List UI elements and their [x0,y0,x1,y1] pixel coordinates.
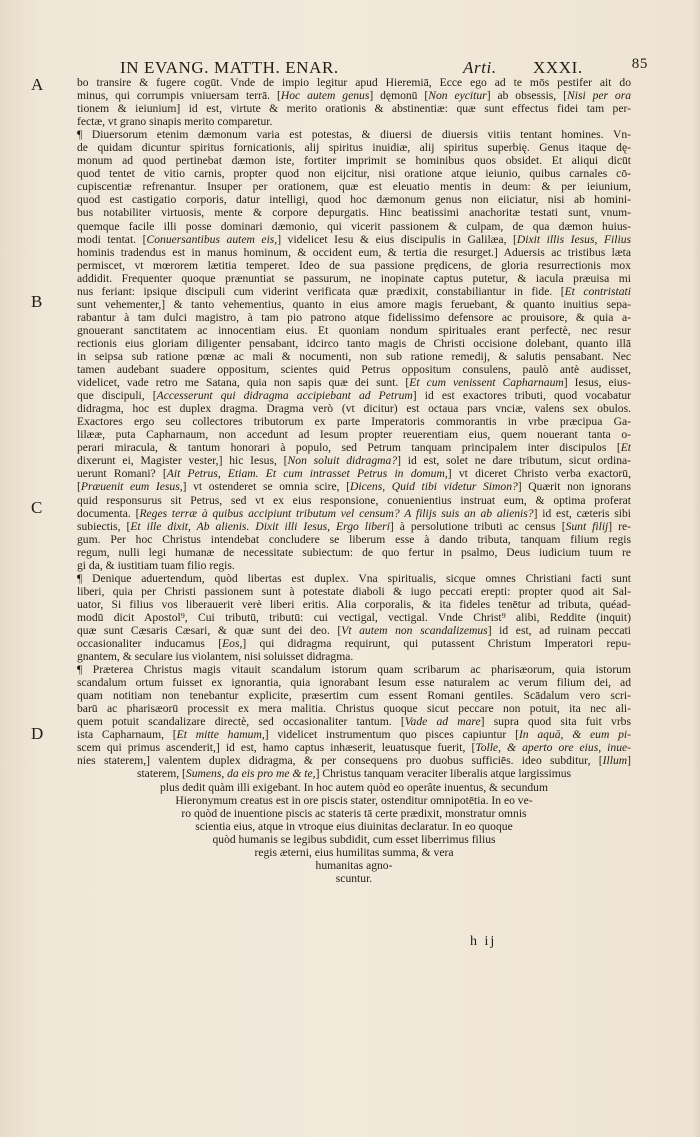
text-line: scuntur. [335,871,373,885]
text-line: quod tentet de vitio carnis, propter quod non eijcitur, nisi oratione atque ieiunio, quibus carnales cō- [77,167,631,181]
text-line: minus, qui corrumpis vniuersam terrā. [Hoc autem genus] dęmonū [Non eycitur] ab obsessis, [Nisi per ora [77,89,631,103]
text-line: occasionaliter inducamus [Eos,] qui didragma requirunt, qui putassent Christum Imperatori repu- [77,637,631,651]
text-line: didragma, hoc est duplex dragma. Dragma verò (vt dicitur) est octaua pars vnciæ, valens sex obulos. [77,402,631,416]
text-line: Hieronymum creatus est in ore piscis stater, ostenditur omnipotētia. In eo ve- [175,793,533,807]
text-line: scem qui primus ascenderit,] id est, hamo captus inhæserit, leuatusque fuerit, [Tolle, & aperto ore eius, inue- [77,741,631,755]
running-title: IN EVANG. MATTH. ENAR. [120,58,339,77]
text-line: perari miracula, & tantum honorari à populo, sed Petrum tanquam principalem inter discipulos [Et [77,441,631,455]
text-line: rabantur à tam dulci magistro, à tam pio patrono atque fidelissimo defensore ac prouisore, & quia a- [77,310,631,324]
paragraph-p3 [77,572,631,663]
text-line: subiectis, [Et ille dixit, Ab alienis. Dixit illi Iesus, Ergo liberi] à persolutione tributi ac census [Sunt filij] re- [77,519,631,533]
text-line: uerunt Romani? [Ait Petrus, Etiam. Et cum intrasset Petrus in domum,] vt diceret Christo verba exactorū, [77,467,631,481]
text-line: quam notitiam non tenebantur explicite, præsertim cum essent Romani gentiles. Scādalum vero scri- [77,689,631,703]
margin-marker-d: D [31,724,44,743]
text-line: bus notabiliter virtuosis, mente & corpore depurgatis. Hinc beatissimi anachoritæ testati sunt, vnum- [77,206,631,220]
text-line: bo transire & fugere cogūt. Vnde de impio legitur apud Hieremiā, Ecce ego ad te mōs pestifer ait do [77,76,631,89]
text-line: nus feriant: ipsique discipuli cum viderint verificata quæ prædixit, constabiliantur in fide. [Et contristati [77,284,631,298]
text-line: addidit. Frequenter quoque prænuntiat se passurum, ne inopinate captus putetur, & iacula præuisa mi [77,271,631,285]
paragraph-p2 [77,128,631,572]
text-line: fectæ, vt grano sinapis merito comparetur. [77,115,273,129]
text-line: gi da, & iustitiam tuam filio regis. [77,558,235,572]
text-line: staterem, [Sumens, da eis pro me & te,] Christus tanquam veraciter liberalis atque largissimus [136,767,572,781]
margin-marker-a: A [31,75,44,94]
text-line: quæ sunt Cæsaris Cæsari, & quæ sunt dei deo. [Vt autem non scandalizemus] id est, ad ruinam peccati [77,623,631,637]
text-line: uator, Si filius vos liberauerit verè liberi eritis. Alia corporalis, & ita fideles tenētur ad tributa, quéad- [77,597,631,611]
text-line: lilææ, puta Capharnaum, non accedunt ad Iesum propter reuerentiam eius, quem nouerant tanta o- [77,428,631,442]
text-line: liberi, quia per Christi passionem sunt à potestate diaboli & iugo peccati erepti: propter quod ait Sal- [77,584,631,598]
margin-marker-b: B [31,292,43,311]
text-line: barū ac pharisæorū processit ex mera malitia. Christus quoque sicut peccare non potuit, ita nec ali- [77,702,631,716]
article-number: XXXI. [533,58,583,77]
folio-number: 85 [631,56,648,72]
text-line: in seipsa sub ratione pœnæ ac mali & nocumenti, non sub ratione remedij, & salutis pensabant. Nec [77,349,631,363]
text-line: quòd humanis se legibus subdidit, cum esset liberrimus filius [212,832,496,846]
text-line: [Præuenit eum Iesus,] vt ostenderet se omnia scire, [Dicens, Quid tibi videtur Simon?] Quærit non ignorans [77,480,631,494]
text-line: rectionis eius gloriam diligenter pensabant, idcirco tanto magis de Christi occisione dolebant, quanto illā [77,336,631,350]
text-line: documenta. [Reges terræ à quibus accipiunt tributum vel censum? A filijs suis an ab alienis?] id est, cæteris sibi [77,506,631,520]
text-line: gum. Per hoc Christus intendebat concludere se liberum esse à dando tributa, tanquam filium regis [77,532,631,546]
text-line: gnouerant sanctitatem ac innocentiam eius. Et quoniam nondum spirituales erant perfectè, nec resur [77,323,631,337]
text-line: dixerunt ei, Magister vester,] hic Iesus, [Non soluit didragma?] id est, solet ne dare tributum, sicut ordina- [77,454,631,468]
text-line: scandalum ortum fuisset ex ignorantia, quia ignorabant Iesum esse naturalem ac verum filium dei, ad [77,676,631,690]
text-line: regis æterni, eius humilitas summa, & vera [254,845,454,859]
page-edge-shading [692,0,700,1137]
text-line: scientia eius, atque in vtroque eius diuinitas declaratur. In eo quoque [195,819,513,833]
text-line: videlicet, vade retro me Satana, quia non sapis quæ dei sunt. [Et cum venissent Capharnaum] Iesus, eius- [77,376,631,390]
tailpiece-text [77,767,631,884]
text-line: nies staterem,] valentem duplex didragma, & per consequens pro duobus sufficiēs. ideo subditur, [Illum] [77,754,631,768]
text-line: ¶ Diuersorum etenim dæmonum varia est potestas, & diuersi de diuersis vitiis tentant homines. Vn- [77,128,631,142]
text-line: quem potuit scandalizare directè, sed occasionaliter tantum. [Vade ad mare] supra quod sita fuit vrbs [77,715,631,729]
text-line: gnantem, & seculare ius violantem, nisi soluisset didragma. [77,650,354,664]
text-line: regum, nulli legi humanæ de necessitate subiectum: de quo fertur in psalmo, Deus iudicium tuum re [77,545,631,559]
paragraph-p4 [77,663,631,885]
text-line: monum ad quod pertinebat dæmon iste, fortiter imprimit se hominibus quos obsidet. Et aliqui dicūt [77,154,631,168]
article-label: Arti. [463,58,497,77]
text-line: de quidam dicuntur spiritus fornicationis, alij spiritus inuidiæ, alij spiritus superbię. Genus itaque dę- [77,141,631,155]
text-line: quemque facile illi posse dominari dæmonio, qui vicerit passionem & culpam, de qua dæmon huius- [77,219,631,233]
text-line: quod est castigatio corporis, datur intelligi, quod hoc dæmonum genus non eiiciatur, nisi ab homini- [77,193,631,207]
text-line: modū dicit Apostol⁹, Cui tributū, tributū: cui vectigal, vectigal. Vnde Christ⁹ alibi, Reddite (inquit) [77,610,631,624]
text-line: plus dedit quàm illi exigebant. In hoc autem quòd eo operâte inuentus, & secundum [160,780,548,794]
text-line: ro quòd de inuentione piscis ac stateris tā certe prædixit, monstratur omnis [181,806,527,820]
text-line: Exactores ergo seu collectores tributorum ex parte Imperatoris commorantis in vrbe præcipua Ga- [77,415,631,429]
text-line: cupiscentiæ refrenantur. Insuper per orationem, quæ est eleuatio mentis in deum: & per ieiunium, [77,180,631,194]
paragraph-p1 [77,76,631,128]
text-line: permiscet, vt mœrorem lætitia temperet. Ideo de sua passione prędicens, de gloria resurrectionis mox [77,258,631,272]
text-line: tionem & ieiunium] id est, virtute & merito orationis & abstinentiæ: quæ sunt effectus fidei tam per- [77,102,631,116]
text-line: ¶ Denique aduertendum, quòd libertas est duplex. Vna spiritualis, sicque omnes Christiani facti sunt [77,571,631,585]
text-line: ¶ Præterea Christus magis vitauit scandalum istorum quam scribarum ac pharisæorum, quia istorum [77,663,631,677]
text-line: tamen audebant suadere oppositum, scientes quid Petrus oppositum consulens, paulò antè audisset, [77,363,631,377]
text-line: humanitas agno- [315,858,393,872]
text-line: quid responsurus sit Petrus, sed vt ex eius responsione, conuenientius instruat eum, & optima proferat [77,493,631,507]
text-line: que discipuli, [Accesserunt qui didragma accipiebant ad Petrum] id est exactores tributi, quod vocabatur [77,389,631,403]
margin-marker-c: C [31,498,43,517]
text-line: sunt vehementer,] & tanto vehementius, quanto in eius amore magis feruebant, & quanto inuitius sepa- [77,297,631,311]
text-line: hominis tradendus est in manus hominum, & occident eum, & tertia die resurget.] Aduersis ac tristibus læta [77,245,631,259]
signature-mark: h ij [470,934,497,949]
text-line: ista Capharnaum, [Et mitte hamum,] videlicet instrumentum quo pisces capiuntur [In aquā, & eum pi- [77,728,631,742]
commentary-text [77,76,631,885]
text-line: modi tentat. [Conuersantibus autem eis,] videlicet Iesu & eius discipulis in Galilæa, [Dixit illis Iesus, Filius [77,232,631,246]
